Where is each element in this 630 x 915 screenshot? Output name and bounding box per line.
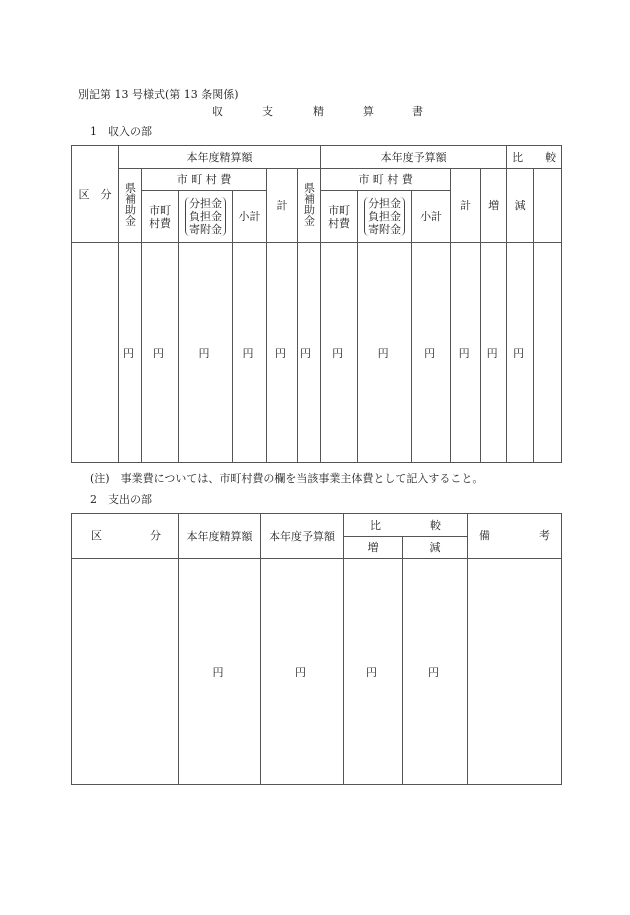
settled-municipal-header: 市 町 村 費 bbox=[142, 169, 267, 191]
expense-table bbox=[71, 513, 562, 785]
budget-contribution-header: 分担金 負担金 寄附金 bbox=[358, 191, 412, 243]
income-heading: 1 収入の部 bbox=[90, 125, 152, 138]
yen-unit: 円 bbox=[481, 243, 507, 463]
title-char: 書 bbox=[412, 105, 423, 118]
income-comparison-header: 比 較 bbox=[507, 146, 562, 169]
income-settled-header: 本年度精算額 bbox=[119, 146, 321, 169]
expense-settled-header: 本年度精算額 bbox=[179, 514, 261, 559]
budget-municipal-cost-header: 市町 村費 bbox=[321, 191, 358, 243]
title-char: 支 bbox=[262, 105, 273, 118]
yen-unit: 円 bbox=[344, 559, 403, 785]
income-increase-header: 増 bbox=[481, 169, 507, 243]
expense-increase-header: 増 bbox=[344, 537, 403, 559]
budget-municipal-header: 市 町 村 費 bbox=[321, 169, 451, 191]
title-char: 収 bbox=[212, 105, 223, 118]
expense-remarks-cell bbox=[468, 559, 562, 785]
budget-subtotal-header: 小計 bbox=[412, 191, 451, 243]
settled-contribution-header: 分担金 負担金 寄附金 bbox=[179, 191, 233, 243]
expense-kubun-cell bbox=[72, 559, 179, 785]
expense-comparison-header: 比 較 bbox=[344, 514, 468, 537]
yen-unit: 円 bbox=[451, 243, 481, 463]
budget-total-header: 計 bbox=[451, 169, 481, 243]
note-text: (注) 事業費については、市町村費の欄を当該事業主体費として記入すること。 bbox=[90, 472, 484, 485]
yen-unit: 円 bbox=[298, 243, 321, 463]
yen-unit: 円 bbox=[507, 243, 534, 463]
income-remarks-cell bbox=[534, 243, 562, 463]
income-kubun-cell bbox=[72, 243, 119, 463]
expense-kubun-header: 区 分 bbox=[72, 514, 179, 559]
form-number: 別記第 13 号様式(第 13 条関係) bbox=[78, 88, 239, 101]
income-kubun-header: 区 分 bbox=[72, 146, 119, 243]
yen-unit: 円 bbox=[142, 243, 179, 463]
income-table bbox=[71, 145, 562, 463]
income-decrease-header: 減 bbox=[507, 169, 534, 243]
yen-unit: 円 bbox=[321, 243, 358, 463]
yen-unit: 円 bbox=[179, 559, 261, 785]
expense-remarks-header: 備 考 bbox=[468, 514, 562, 559]
yen-unit: 円 bbox=[261, 559, 344, 785]
income-budget-header: 本年度予算額 bbox=[321, 146, 507, 169]
settled-pref-subsidy-header: 県補助金 bbox=[119, 169, 142, 243]
yen-unit: 円 bbox=[403, 559, 468, 785]
yen-unit: 円 bbox=[412, 243, 451, 463]
yen-unit: 円 bbox=[119, 243, 142, 463]
settled-municipal-cost-header: 市町 村費 bbox=[142, 191, 179, 243]
title-char: 精 bbox=[313, 105, 324, 118]
settled-total-header: 計 bbox=[267, 169, 298, 243]
budget-pref-subsidy-header: 県補助金 bbox=[298, 169, 321, 243]
settled-subtotal-header: 小計 bbox=[233, 191, 267, 243]
yen-unit: 円 bbox=[179, 243, 233, 463]
yen-unit: 円 bbox=[233, 243, 267, 463]
yen-unit: 円 bbox=[267, 243, 298, 463]
title-char: 算 bbox=[363, 105, 374, 118]
expense-decrease-header: 減 bbox=[403, 537, 468, 559]
expense-heading: 2 支出の部 bbox=[90, 493, 152, 506]
expense-budget-header: 本年度予算額 bbox=[261, 514, 344, 559]
yen-unit: 円 bbox=[358, 243, 412, 463]
